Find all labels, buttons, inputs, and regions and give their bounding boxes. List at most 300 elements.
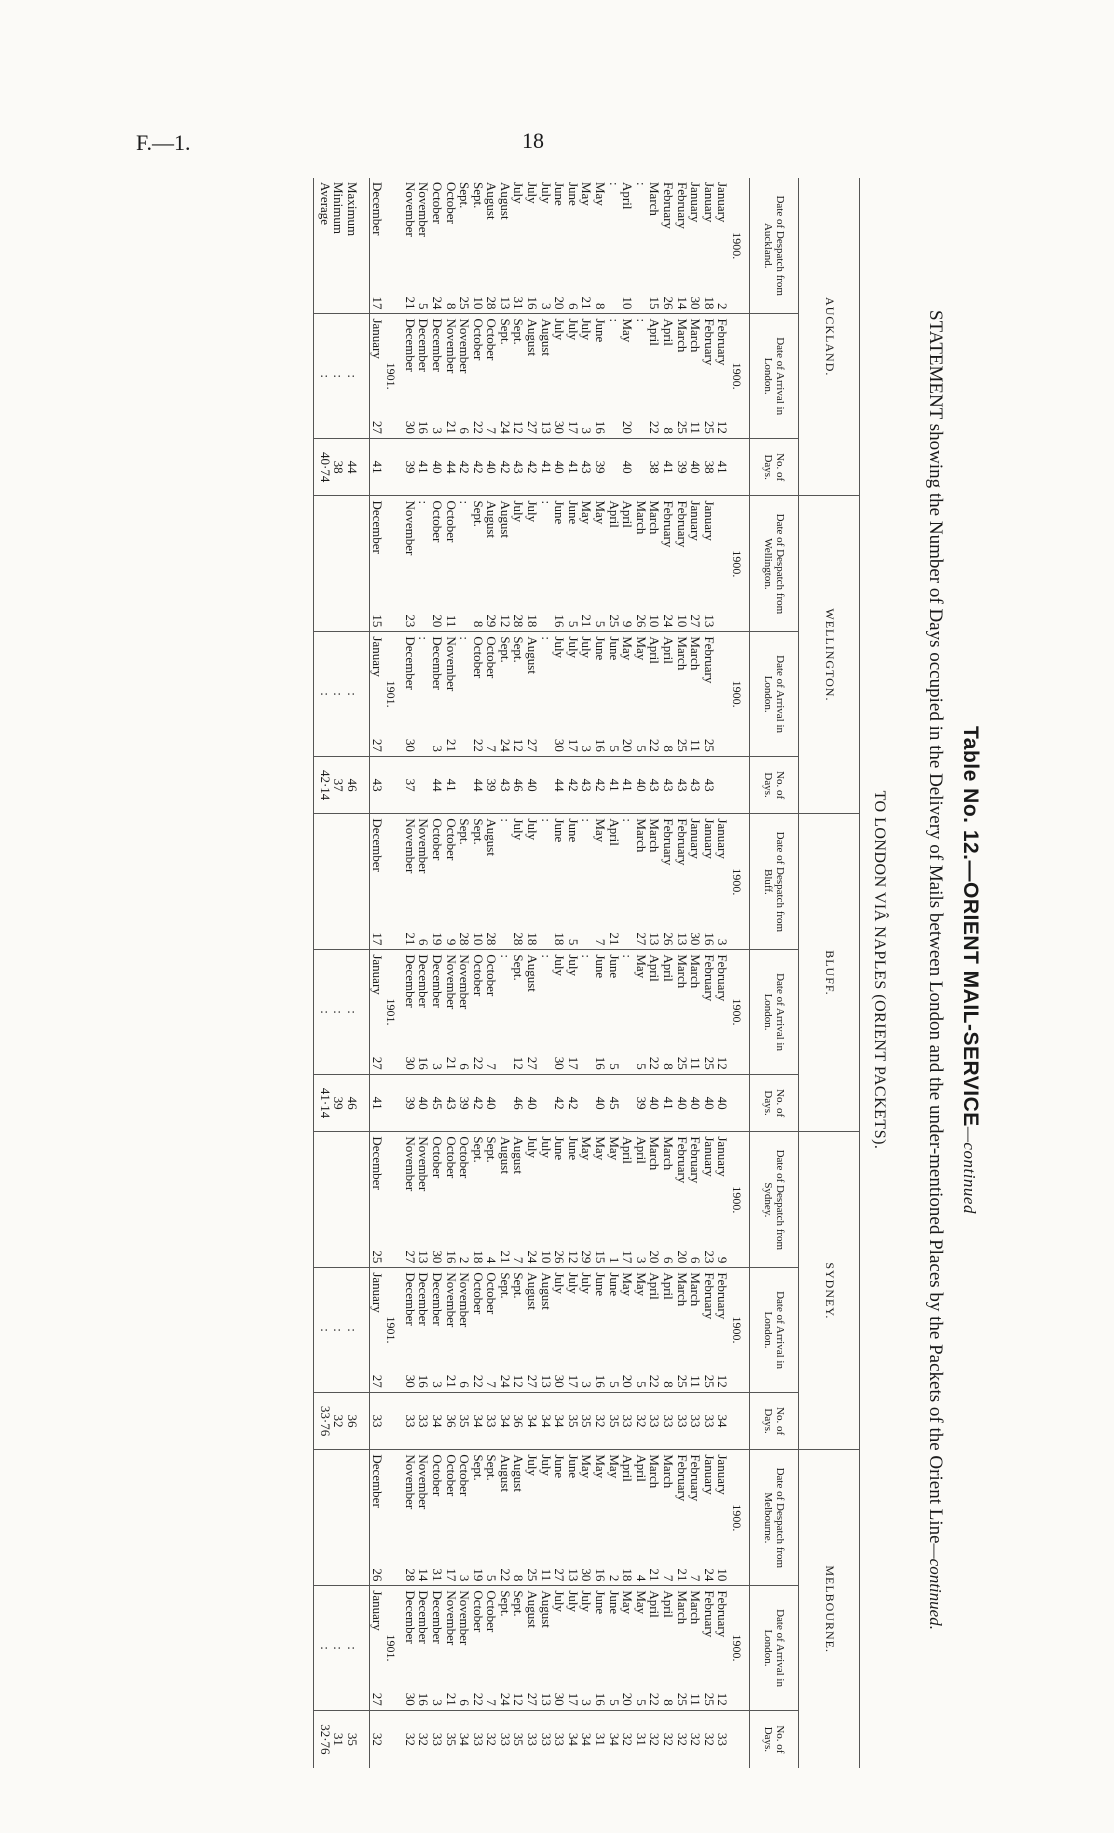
date-month: October [484,636,500,679]
date-day: 16 [552,614,568,628]
date-cell [675,950,689,1074]
date-cell [702,496,716,632]
date-day: 30 [402,1692,418,1706]
date-day: 17 [620,1250,636,1264]
days-cell: 46 [512,756,526,814]
date-cell [675,1450,689,1586]
date-day: 16 [416,420,432,434]
date-month: December [416,954,432,1008]
days-cell: 34 [471,1392,485,1450]
date-cell [430,950,444,1074]
days-cell: 42 [498,438,512,496]
date-day: 24 [429,296,445,310]
date-month: July [511,182,527,204]
date-cell [498,178,512,314]
date-day: 5 [606,745,622,752]
rotated-table-sheet [150,150,990,1790]
date-month: October [443,182,459,224]
date-day: 30 [688,932,704,946]
days-cell: 40 [526,1074,540,1132]
days-cell: 42 [566,1074,580,1132]
date-cell [369,814,383,950]
date-month: January [701,1454,717,1495]
days-cell: 34 [539,1392,553,1450]
date-cell [648,1268,662,1392]
date-cell [458,814,472,950]
date-month: August [497,1136,513,1174]
date-day: 5 [633,1699,649,1706]
days-cell: 33 [689,1392,703,1450]
date-day: 25 [701,1692,717,1706]
date-month: February [701,1590,717,1638]
days-cell [458,756,472,814]
date-cell [430,814,444,950]
days-cell: 32 [675,1710,689,1768]
date-day: 13 [701,614,717,628]
date-month: January [715,182,731,223]
date-month: June [593,1590,609,1615]
date-month: June [552,818,568,843]
date-day: 30 [552,1056,568,1070]
date-month: : [538,954,554,958]
date-cell [458,496,472,632]
date-cell [430,496,444,632]
days-cell: 41 [607,756,621,814]
date-cell [648,814,662,950]
page-number: 18 [522,128,544,153]
column-header-row [750,178,799,1768]
date-day: 26 [661,932,677,946]
table-row [621,178,635,1768]
date-day: 28 [402,1568,418,1582]
date-cell [458,632,472,756]
date-cell [498,1268,512,1392]
date-month: Sept. [511,1272,527,1299]
date-cell [553,950,567,1074]
date-cell [553,814,567,950]
date-month: December [369,1136,385,1190]
date-cell [689,496,703,632]
date-month: February [715,318,731,366]
date-cell [458,1450,472,1586]
date-month: October [429,500,445,543]
date-cell [553,632,567,756]
summary-label: Maximum [345,178,369,314]
mail-service-table [313,178,860,1768]
days-cell: 42 [593,756,607,814]
date-month: January [688,182,704,223]
date-month: April [620,500,636,528]
date-month: October [470,318,486,361]
date-day: 12 [511,1692,527,1706]
date-cell [417,1586,431,1710]
date-day: 12 [565,1250,581,1264]
date-month: February [701,1272,717,1320]
date-month: April [620,1454,636,1482]
date-day: 26 [633,614,649,628]
date-day: 18 [470,1250,486,1264]
date-day: 21 [443,738,459,752]
date-cell [526,1586,540,1710]
date-day: 30 [552,1374,568,1388]
date-month: January [715,818,731,859]
date-cell [498,1132,512,1268]
date-cell [498,1450,512,1586]
date-cell [403,632,417,756]
summary-filler: : [345,1586,369,1710]
summary-value: 33·76 [314,1392,332,1450]
date-day: 12 [715,1374,731,1388]
date-cell [417,950,431,1074]
date-day: 25 [674,1056,690,1070]
date-day: 28 [457,932,473,946]
date-day: 7 [484,1381,500,1388]
date-day: 24 [661,614,677,628]
date-month: March [633,500,649,535]
date-month: October [470,1590,486,1633]
date-month: February [715,954,731,1002]
date-cell [512,178,526,314]
date-cell [566,496,580,632]
year-label: 1901. [384,314,404,438]
days-cell: 38 [702,438,716,496]
summary-filler: : [314,314,332,438]
days-cell: 41 [417,438,431,496]
summary-label [345,496,369,632]
date-day: 17 [565,1056,581,1070]
date-month: : [579,954,595,958]
date-cell [444,1268,458,1392]
date-month: July [565,318,581,341]
days-cell: 33 [661,1392,675,1450]
summary-row [345,178,369,1768]
date-cell [553,178,567,314]
date-cell [485,496,499,632]
date-month: : [633,318,649,323]
date-day: 30 [402,420,418,434]
table-row [403,178,417,1768]
date-cell [621,178,635,314]
date-cell [485,1450,499,1586]
date-cell [634,1132,648,1268]
date-day: 30 [552,420,568,434]
date-cell [661,314,675,438]
date-cell [689,950,703,1074]
date-cell [471,1586,485,1710]
date-cell [634,1586,648,1710]
date-month: : [579,818,595,823]
days-cell: 39 [458,1074,472,1132]
date-day: 25 [457,296,473,310]
date-day: 30 [579,1568,595,1582]
date-cell [607,314,621,438]
date-day: 27 [525,1056,541,1070]
date-month: June [565,1454,581,1479]
date-day: 30 [402,1056,418,1070]
date-month: January [369,1590,385,1631]
days-cell: 34 [526,1392,540,1450]
date-month: Sept. [511,318,527,345]
date-month: May [620,1272,636,1297]
year-label: 1900. [729,632,749,756]
date-cell [444,950,458,1074]
table-row [485,178,499,1768]
date-day: 18 [620,1568,636,1582]
date-month: January [701,500,717,541]
date-day: 28 [484,296,500,310]
date-cell [539,314,553,438]
date-cell [444,1450,458,1586]
date-day: 7 [661,1574,677,1582]
year-label: 1901. [384,1586,404,1710]
table-row [471,178,485,1768]
date-cell [526,1132,540,1268]
date-day: 27 [525,1692,541,1706]
date-day: 5 [593,620,609,628]
date-month: July [579,1590,595,1612]
date-day: 27 [369,1374,385,1388]
date-month: December [402,636,418,690]
date-month: August [538,1590,554,1628]
table-title [958,150,982,1790]
date-day: 20 [429,614,445,628]
date-day: 24 [497,1374,513,1388]
date-month: May [579,1454,595,1479]
date-month: October [484,318,500,361]
date-cell [539,178,553,314]
year-label: 1900. [729,314,749,438]
date-cell [634,632,648,756]
date-month: March [647,500,663,535]
days-cell: 33 [485,1392,499,1450]
date-cell [471,178,485,314]
date-month: January [701,1136,717,1177]
date-day: 16 [593,1692,609,1706]
date-cell [580,1450,594,1586]
date-month: August [525,1590,541,1628]
date-cell [634,496,648,632]
date-cell [566,1450,580,1586]
summary-label [314,814,332,950]
date-cell [512,632,526,756]
summary-filler: : [345,1268,369,1392]
date-cell [689,814,703,950]
date-cell [661,1450,675,1586]
date-cell [593,314,607,438]
date-day: 16 [416,1692,432,1706]
summary-value: 32 [332,1392,346,1450]
date-day: 30 [429,1250,445,1264]
days-cell: 43 [580,438,594,496]
date-month: April [661,318,677,346]
date-cell [648,1132,662,1268]
days-cell: 31 [593,1710,607,1768]
date-month: May [593,1136,609,1161]
summary-filler: : [332,1586,346,1710]
date-month: June [606,636,622,661]
date-month: April [647,1590,663,1618]
table-row [512,178,526,1768]
year-label [384,1450,404,1586]
date-cell [553,1132,567,1268]
date-cell [471,496,485,632]
date-cell [485,814,499,950]
date-day: 10 [538,1250,554,1264]
date-cell [648,950,662,1074]
date-month: March [647,818,663,853]
date-day: 14 [674,296,690,310]
date-cell [607,632,621,756]
date-month: January [688,500,704,541]
days-cell: 36 [512,1392,526,1450]
date-cell [471,1268,485,1392]
date-day: 26 [369,1568,385,1582]
date-day: 17 [565,1374,581,1388]
table-row [702,178,716,1768]
date-month: August [538,1272,554,1310]
year-label: 1900. [729,496,749,632]
date-day: 28 [484,932,500,946]
days-cell: 34 [553,1392,567,1450]
days-cell [539,756,553,814]
date-month: October [470,636,486,679]
date-day: 25 [674,738,690,752]
date-cell [621,1132,635,1268]
col-despatch-1: Date of Despatch from Auckland. [750,178,799,314]
days-cell: 34 [430,1392,444,1450]
summary-label [332,814,346,950]
date-month: July [579,318,595,341]
date-day: 3 [429,1699,445,1706]
days-cell: 43 [702,756,716,814]
days-cell: 42 [566,756,580,814]
date-cell [648,314,662,438]
date-day: 25 [369,1250,385,1264]
date-month: November [402,500,418,556]
date-month: April [647,954,663,982]
date-cell [512,496,526,632]
year-spacer [384,1392,404,1450]
date-month: May [620,1590,636,1615]
date-month: April [661,1272,677,1300]
date-day: 21 [443,420,459,434]
date-month: February [688,1454,704,1502]
date-cell [430,632,444,756]
date-day: 26 [661,296,677,310]
date-cell [593,496,607,632]
date-cell [458,950,472,1074]
date-cell [675,1132,689,1268]
date-month: February [661,500,677,548]
date-day: 19 [470,1568,486,1582]
date-day: 16 [416,1056,432,1070]
date-cell [430,314,444,438]
days-cell: 44 [553,756,567,814]
days-cell: 38 [648,438,662,496]
date-day: 20 [674,1250,690,1264]
statement [924,170,946,1770]
date-cell [498,632,512,756]
date-day: 13 [538,1374,554,1388]
date-month: November [443,954,459,1010]
date-cell [607,950,621,1074]
date-cell [485,314,499,438]
date-month: July [565,1272,581,1294]
days-cell [417,756,431,814]
date-month: May [579,500,595,525]
summary-value: 46 [345,1074,369,1132]
date-day: 6 [457,1063,473,1070]
date-month: August [484,182,500,220]
date-cell [716,496,730,632]
date-month: October [484,1590,500,1633]
date-cell [430,1268,444,1392]
date-day: 3 [579,1699,595,1706]
table-row [593,178,607,1768]
date-cell [458,314,472,438]
year-label: 1901. [384,632,404,756]
date-day: 8 [661,1381,677,1388]
days-cell: 33 [369,1392,383,1450]
city-header-5: MELBOURNE. [799,1450,860,1768]
col-days-1: No. of Days. [750,438,799,496]
date-cell [471,1132,485,1268]
date-cell [403,1586,417,1710]
date-day: 27 [688,614,704,628]
date-month: December [429,954,445,1008]
date-month: January [369,954,385,995]
date-month: April [647,318,663,346]
date-day: 25 [701,1374,717,1388]
date-day: 21 [497,1250,513,1264]
date-month: March [647,1136,663,1171]
summary-filler: : [332,314,346,438]
days-cell: 40 [716,1074,730,1132]
date-day: 3 [429,427,445,434]
days-cell: 37 [403,756,417,814]
days-cell: 34 [458,1710,472,1768]
date-month: December [416,1272,432,1326]
date-cell [593,1586,607,1710]
date-month: June [565,500,581,525]
date-cell [648,1586,662,1710]
date-day: 7 [484,1699,500,1706]
date-cell [566,814,580,950]
date-cell [675,1586,689,1710]
year-spacer [729,1392,749,1450]
date-day: 8 [443,302,459,310]
days-cell: 33 [526,1710,540,1768]
days-cell: 40 [702,1074,716,1132]
date-month: April [620,182,636,210]
date-cell [661,496,675,632]
summary-row [332,178,346,1768]
date-cell [607,496,621,632]
date-month: Sept. [470,500,486,527]
date-month: December [429,1590,445,1644]
date-month: May [579,1136,595,1161]
date-cell [621,1586,635,1710]
date-cell [369,632,383,756]
date-day: 15 [369,614,385,628]
date-day: 8 [661,745,677,752]
date-day: 9 [443,938,459,946]
year-label: 1900. [729,814,749,950]
date-day: 18 [525,932,541,946]
date-day: 27 [369,1692,385,1706]
date-cell [369,1268,383,1392]
days-cell [716,756,730,814]
